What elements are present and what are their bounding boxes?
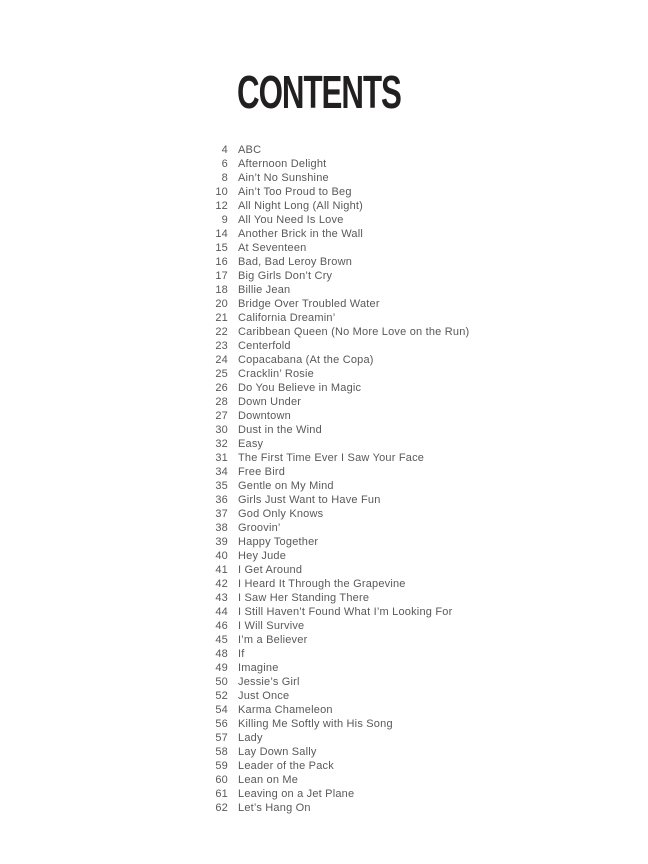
- toc-page-number: 52: [215, 690, 228, 702]
- toc-page-number: 54: [215, 704, 228, 716]
- toc-list: [0, 143, 648, 815]
- toc-song-title: Ain’t No Sunshine: [238, 172, 329, 184]
- toc-song-title: Dust in the Wind: [238, 424, 322, 436]
- toc-song-title: Karma Chameleon: [238, 704, 333, 716]
- toc-page-number: 4: [221, 144, 228, 156]
- toc-page-number: 31: [215, 452, 228, 464]
- toc-song-title: Killing Me Softly with His Song: [238, 718, 393, 730]
- toc-page-number: 44: [215, 606, 228, 618]
- toc-song-title: California Dreamin’: [238, 312, 336, 324]
- toc-page-number: 28: [215, 396, 228, 408]
- toc-song-title: Gentle on My Mind: [238, 480, 334, 492]
- toc-entry: [0, 339, 648, 353]
- toc-song-title: The First Time Ever I Saw Your Face: [238, 452, 425, 464]
- toc-entry: [0, 787, 648, 801]
- page-title: CONTENTS: [237, 66, 401, 118]
- toc-entry: [0, 213, 648, 227]
- toc-page-number: 56: [215, 718, 228, 730]
- toc-page-number: 16: [215, 256, 228, 268]
- toc-entry: [0, 157, 648, 171]
- toc-entry: [0, 241, 648, 255]
- toc-page-number: 36: [215, 494, 228, 506]
- toc-song-title: Girls Just Want to Have Fun: [238, 494, 381, 506]
- toc-page-number: 6: [221, 158, 228, 170]
- toc-page-number: 39: [215, 536, 228, 548]
- toc-page-number: 21: [215, 312, 228, 324]
- toc-entry: [0, 717, 648, 731]
- toc-page-number: 24: [215, 354, 228, 366]
- toc-song-title: Leaving on a Jet Plane: [238, 788, 355, 800]
- toc-song-title: Another Brick in the Wall: [238, 228, 364, 240]
- toc-page-number: 40: [215, 550, 228, 562]
- toc-entry: [0, 479, 648, 493]
- toc-song-title: ABC: [238, 144, 262, 156]
- toc-song-title: Hey Jude: [238, 550, 287, 562]
- toc-song-title: Big Girls Don’t Cry: [238, 270, 333, 282]
- toc-page-number: 26: [215, 382, 228, 394]
- toc-page-number: 20: [215, 298, 228, 310]
- toc-entry: [0, 619, 648, 633]
- toc-song-title: Jessie’s Girl: [238, 676, 300, 688]
- toc-entry: [0, 605, 648, 619]
- toc-entry: [0, 269, 648, 283]
- toc-song-title: Lean on Me: [238, 774, 299, 786]
- toc-song-title: God Only Knows: [238, 508, 324, 520]
- toc-entry: [0, 437, 648, 451]
- toc-song-title: At Seventeen: [238, 242, 307, 254]
- toc-song-title: Just Once: [238, 690, 290, 702]
- toc-entry: [0, 381, 648, 395]
- toc-entry: [0, 731, 648, 745]
- toc-page-number: 18: [215, 284, 228, 296]
- toc-entry: [0, 591, 648, 605]
- toc-page-number: 17: [215, 270, 228, 282]
- toc-entry: [0, 535, 648, 549]
- toc-entry: [0, 227, 648, 241]
- toc-entry: [0, 395, 648, 409]
- toc-entry: [0, 703, 648, 717]
- toc-page-number: 43: [215, 592, 228, 604]
- toc-entry: [0, 465, 648, 479]
- toc-page-number: 48: [215, 648, 228, 660]
- toc-song-title: Ain’t Too Proud to Beg: [238, 186, 352, 198]
- toc-page-number: 46: [215, 620, 228, 632]
- toc-entry: [0, 689, 648, 703]
- toc-page-number: 27: [215, 410, 228, 422]
- toc-page-number: 57: [215, 732, 228, 744]
- toc-page-number: 62: [215, 802, 228, 814]
- toc-page-number: 49: [215, 662, 228, 674]
- toc-entry: [0, 549, 648, 563]
- toc-song-title: Bridge Over Troubled Water: [238, 298, 380, 310]
- toc-song-title: Leader of the Pack: [238, 760, 334, 772]
- toc-entry: [0, 255, 648, 269]
- toc-entry: [0, 409, 648, 423]
- toc-page-number: 22: [215, 326, 228, 338]
- toc-page-number: 41: [215, 564, 228, 576]
- toc-page-number: 37: [215, 508, 228, 520]
- toc-page-number: 38: [215, 522, 228, 534]
- toc-entry: [0, 171, 648, 185]
- toc-page-number: 45: [215, 634, 228, 646]
- toc-page-number: 25: [215, 368, 228, 380]
- toc-entry: [0, 493, 648, 507]
- toc-page-number: 34: [215, 466, 228, 478]
- toc-entry: [0, 325, 648, 339]
- toc-entry: [0, 801, 648, 815]
- toc-page-number: 9: [221, 214, 228, 226]
- toc-page-number: 10: [215, 186, 228, 198]
- toc-page-number: 32: [215, 438, 228, 450]
- toc-entry: [0, 521, 648, 535]
- toc-song-title: Billie Jean: [238, 284, 291, 296]
- toc-page-number: 58: [215, 746, 228, 758]
- toc-song-title: Happy Together: [238, 536, 319, 548]
- toc-entry: [0, 661, 648, 675]
- toc-page-number: 42: [215, 578, 228, 590]
- toc-song-title: Cracklin’ Rosie: [238, 368, 314, 380]
- toc-entry: [0, 647, 648, 661]
- toc-entry: [0, 297, 648, 311]
- toc-song-title: Lay Down Sally: [238, 746, 317, 758]
- toc-song-title: I Saw Her Standing There: [238, 592, 370, 604]
- toc-entry: [0, 577, 648, 591]
- toc-song-title: Let’s Hang On: [238, 802, 311, 814]
- toc-page-number: 60: [215, 774, 228, 786]
- toc-page-number: 12: [215, 200, 228, 212]
- toc-page-number: 35: [215, 480, 228, 492]
- toc-song-title: Bad, Bad Leroy Brown: [238, 256, 353, 268]
- toc-song-title: Groovin’: [238, 522, 281, 534]
- toc-page-number: 15: [215, 242, 228, 254]
- toc-song-title: I Still Haven’t Found What I’m Looking For: [238, 606, 453, 618]
- toc-song-title: All Night Long (All Night): [238, 200, 364, 212]
- toc-page-number: 59: [215, 760, 228, 772]
- toc-entry: [0, 675, 648, 689]
- toc-entry: [0, 283, 648, 297]
- toc-entry: [0, 451, 648, 465]
- toc-song-title: Caribbean Queen (No More Love on the Run): [238, 326, 470, 338]
- toc-page-number: 23: [215, 340, 228, 352]
- toc-song-title: Free Bird: [238, 466, 286, 478]
- toc-entry: [0, 759, 648, 773]
- toc-song-title: Easy: [238, 438, 264, 450]
- toc-song-title: If: [238, 648, 245, 660]
- toc-song-title: Afternoon Delight: [238, 158, 327, 170]
- toc-entry: [0, 773, 648, 787]
- toc-song-title: Copacabana (At the Copa): [238, 354, 374, 366]
- toc-song-title: I Heard It Through the Grapevine: [238, 578, 406, 590]
- toc-song-title: I Get Around: [238, 564, 303, 576]
- toc-entry: [0, 423, 648, 437]
- toc-page-number: 50: [215, 676, 228, 688]
- toc-song-title: Do You Believe in Magic: [238, 382, 362, 394]
- toc-song-title: Downtown: [238, 410, 291, 422]
- toc-page-number: 8: [221, 172, 228, 184]
- toc-page-number: 14: [215, 228, 228, 240]
- toc-song-title: Lady: [238, 732, 263, 744]
- toc-entry: [0, 367, 648, 381]
- toc-entry: [0, 633, 648, 647]
- toc-page-number: 61: [215, 788, 228, 800]
- toc-entry: [0, 507, 648, 521]
- toc-song-title: Down Under: [238, 396, 302, 408]
- toc-song-title: I Will Survive: [238, 620, 305, 632]
- toc-entry: [0, 143, 648, 157]
- toc-song-title: Centerfold: [238, 340, 291, 352]
- toc-page-number: 30: [215, 424, 228, 436]
- toc-entry: [0, 745, 648, 759]
- toc-entry: [0, 311, 648, 325]
- toc-entry: [0, 563, 648, 577]
- toc-song-title: All You Need Is Love: [238, 214, 344, 226]
- toc-song-title: I’m a Believer: [238, 634, 308, 646]
- toc-entry: [0, 353, 648, 367]
- toc-entry: [0, 185, 648, 199]
- toc-entry: [0, 199, 648, 213]
- toc-song-title: Imagine: [238, 662, 279, 674]
